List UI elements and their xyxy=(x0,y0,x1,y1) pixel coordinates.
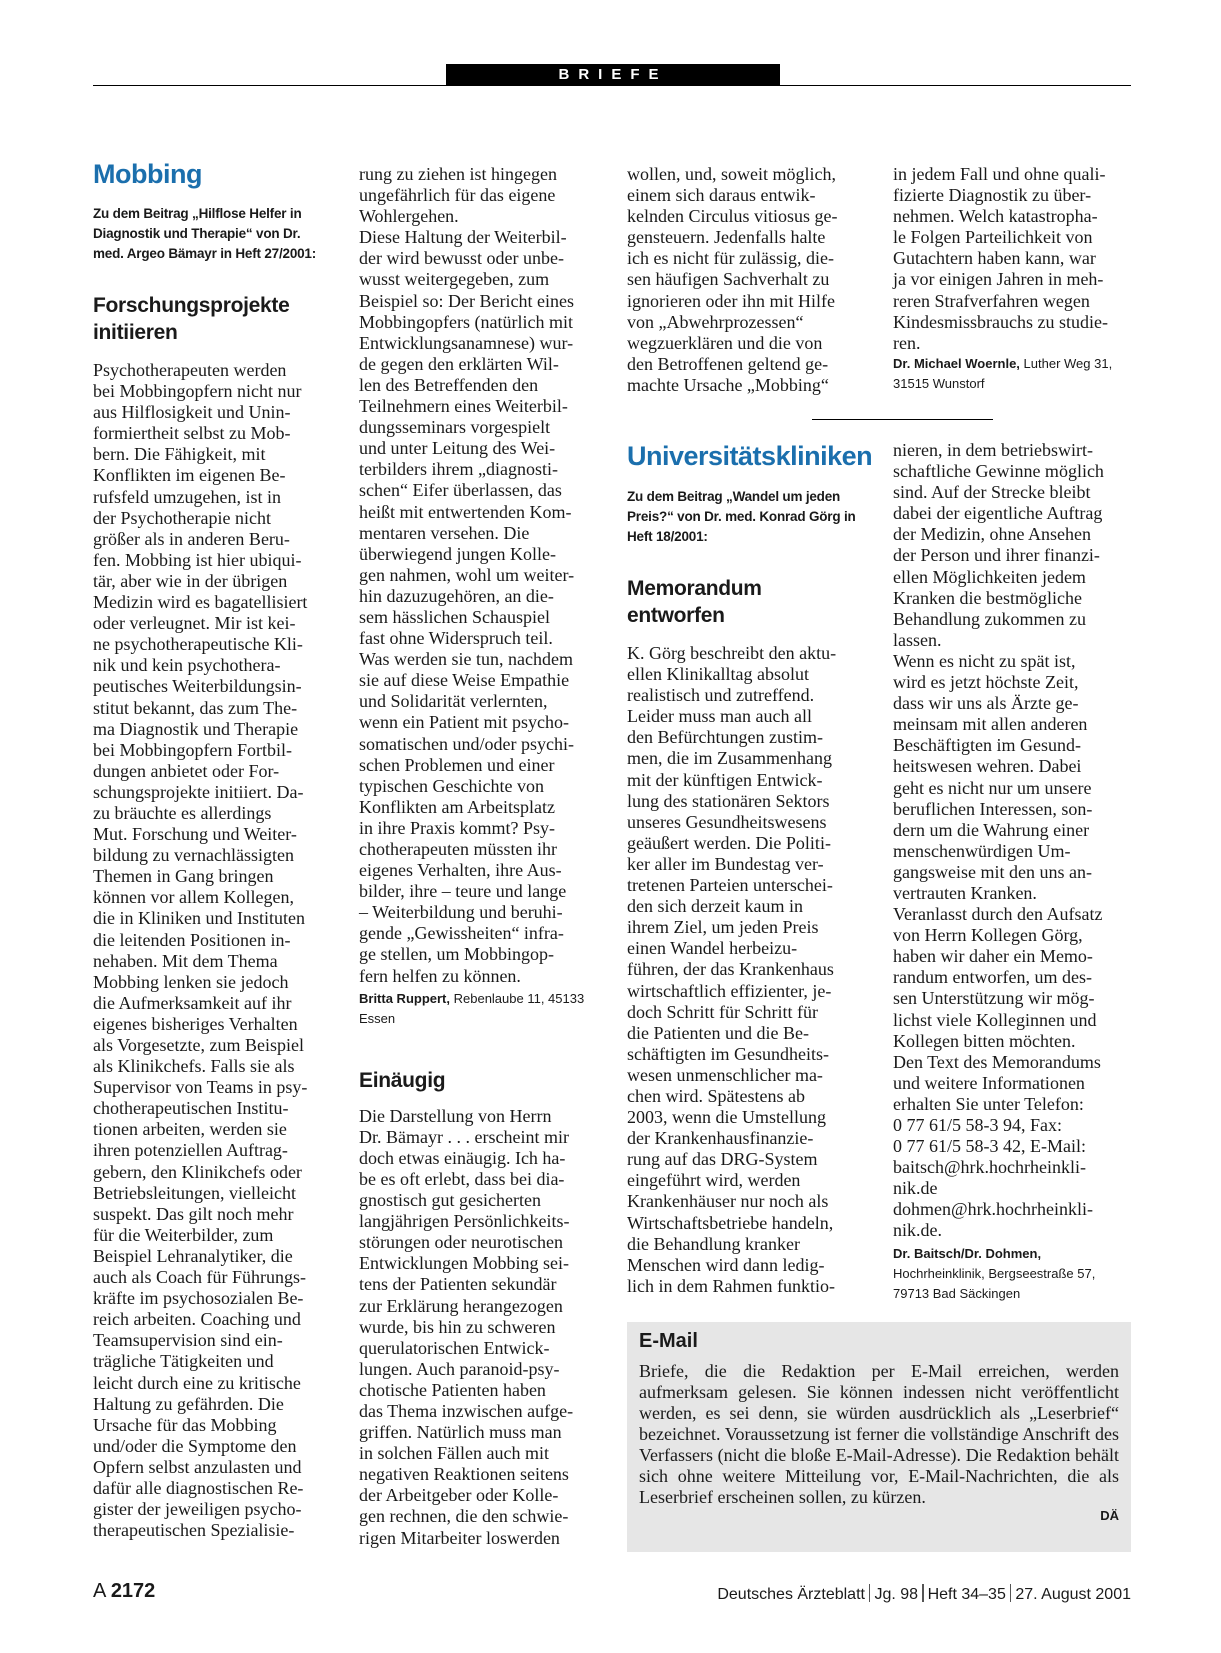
journal-date: 27. August 2001 xyxy=(1015,1586,1131,1603)
letter-body-memorandum-cont: nieren, in dem betriebswirt- schaftliche Gewinne möglich sind. Auf der Strecke bleibt dabei der eigentliche Auftrag der Medizin, ohne Ansehen der Person und ihrer finanzi- ellen Möglichkeiten jedem Kranken die bestmögliche Behandlung zukommen zu lassen. Wenn es nicht zu spät ist, wird es jetzt höchste Zeit, dass wir uns als Ärzte ge- meinsam mit allen anderen Beschäftigten im Gesund- heitswesen wehren. Dabei geht es nicht nur um unsere beruflichen Interessen, son- dern um die Wahrung einer menschenwürdigen Um- gangsweise mit den uns an- vertrauten Kranken. Veranlasst durch den Aufsatz von Herrn Kollegen Görg, haben wir daher ein Memo- randum entworfen, um des- sen Unterstützung wir mög- lichst viele Kolleginnen und Kollegen bitten möchten. Den Text des Memorandums und weitere Informationen erhalten Sie unter Telefon: 0 77 61/5 58-3 94, Fax: 0 77 61/5 58-3 42, E-Mail: baitsch@hrk.hochrheinkli- nik.de dohmen@hrk.hochrheinkli- nik.de. xyxy=(893,440,1104,1241)
column-3-top xyxy=(627,164,872,396)
signature-address: Luther Weg 31, 31515 Wunstorf xyxy=(893,355,1113,391)
article-title-mobbing: Mobbing xyxy=(93,159,202,189)
footer-separator xyxy=(1010,1584,1012,1602)
letter-heading-memorandum: Memorandum entworfen xyxy=(627,577,762,627)
letter-body-einaeugig-end: in jedem Fall und ohne quali- fizierte Diagnostik zu über- nehmen. Welch katastropha- le Folgen Parteilichkeit von Gutachtern haben kann, war ja vor einigen Jahren in meh- reren Strafverfahren wegen Kindesmissbrauchs zu studie- ren. xyxy=(893,164,1108,353)
footer-separator xyxy=(869,1584,871,1602)
signature-name: Britta Ruppert, xyxy=(359,990,450,1006)
column-3-bottom xyxy=(627,440,872,1297)
letter-body-einaeugig: Die Darstellung von Herrn Dr. Bämayr . . . erscheint mir doch etwas einäugig. Ich ha- be es oft erlebt, dass bei dia- gnostisch gut gesicherten langjährigen Persönlichkeits- störungen oder neurotischen Entwicklungen Mobbing sei- tens der Patienten sekundär zur Erklärung herangezogen wurde, bis hin zu schweren querulatorischen Entwick- lungen. Auch paranoid-psy- chotische Patienten haben das Thema inzwischen aufge- griffen. Natürlich muss man in solchen Fällen auch mit negativen Reaktionen seitens der Arbeitgeber oder Kolle- gen rechnen, die den schwie- rigen Mitarbeiter loswerden xyxy=(359,1105,574,1548)
letter-body-forschungsprojekte-cont: rung zu ziehen ist hingegen ungefährlich für das eigene Wohlergehen. Diese Haltung der Weiterbil- der wird bewusst oder unbe- wusst weitergegeben, zum Beispiel so: Der Bericht eines Mobbingopfers (natürlich mit Entwicklungsanamnese) wur- de gegen den erklärten Wil- len des Betreffenden den Teilnehmern eines Weiterbil- dungsseminars vorgespielt und unter Leitung des Wei- terbilders ihrem „diagnosti- schen“ Eifer überlassen, das heißt mit entwertenden Kom- mentaren versehen. Die überwiegend jungen Kolle- gen nahmen, wohl um weiter- hin dazuzugehören, an die- sem hässlichen Schauspiel fast ohne Widerspruch teil. Was werden sie tun, nachdem sie auf diese Weise Empathie und Solidarität verlernten, wenn ein Patient mit psycho- somatischen und/oder psychi- schen Problemen und einer typischen Geschichte von Konflikten am Arbeitsplatz in ihre Praxis kommt? Psy- chotherapeuten müssten ihr eigenes Verhalten, ihre Aus- bilder, ihre – teure und lange – Weiterbildung und beruhi- gende „Gewissheiten“ infra- ge stellen, um Mobbingop- fern helfen zu können. xyxy=(359,164,575,986)
signature-address: Hochrheinklinik, Bergseestraße 57, 79713 Bad Säckingen xyxy=(893,1265,1096,1301)
section-label: BRIEFE xyxy=(446,64,780,86)
signature-address: Rebenlaube 11, 45133 Essen xyxy=(359,990,585,1026)
footer-citation xyxy=(717,1584,1131,1604)
journal-name: Deutsches Ärzteblatt xyxy=(717,1586,865,1603)
column-2 xyxy=(359,164,604,1549)
article-intro-universitaetskliniken: Zu dem Beitrag „Wandel um jeden Preis?“ von Dr. med. Konrad Görg in Heft 18/2001: xyxy=(627,489,856,544)
email-box-title: E-Mail xyxy=(639,1330,698,1352)
page-prefix: A xyxy=(93,1580,106,1602)
column-1 xyxy=(93,158,338,1541)
letter-heading-einaeugig: Einäugig xyxy=(359,1068,446,1092)
letter-signature-ruppert xyxy=(359,989,604,1029)
letter-heading-forschungsprojekte: Forschungsprojekte initiieren xyxy=(93,294,290,344)
column-4-top xyxy=(893,164,1138,394)
letter-signature-woernle xyxy=(893,354,1138,394)
letter-body-einaeugig-cont: wollen, und, soweit möglich, einem sich daraus entwik- kelnden Circulus vitiosus ge- gensteuern. Jedenfalls halte ich es nicht für zulässig, die- sen häufigen Sachverhalt zu ignorieren oder ihn mit Hilfe von „Abwehrprozessen“ wegzuerklären und die von den Betroffenen geltend ge- machte Ursache „Mobbing“ xyxy=(627,164,838,395)
email-box-text: Briefe, die die Redaktion per E-Mail erreichen, werden aufmerksam gelesen. Sie können indessen nicht veröffentlicht werden, es sei denn, sie würden ausdrücklich als „Leserbrief“ bezeichnet. Voraussetzung ist ferner die vollständige Anschrift des Verfassers (nicht die bloße E-Mail-Adresse). Die Redaktion behält sich ohne weitere Mitteilung vor, E-Mail-Nachrichten, die als Leserbrief erscheinen sollen, zu kürzen. xyxy=(639,1361,1119,1507)
email-box-signature: DÄ xyxy=(1100,1508,1119,1523)
article-title-universitaetskliniken: Universitätskliniken xyxy=(627,441,873,471)
letter-body-forschungsprojekte: Psychotherapeuten werden bei Mobbingopfern nicht nur aus Hilflosigkeit und Unin- formiertheit selbst zu Mob- bern. Die Fähigkeit, mit Konflikten im eigenen Be- rufsfeld umzugehen, ist in der Psychotherapie nicht größer als in anderen Beru- fen. Mobbing ist hier ubiqui- tär, aber wie in der übrigen Medizin wird es bagatellisiert oder verleugnet. Mir ist kei- ne psychotherapeutische Kli- nik und kein psychothera- peutisches Weiterbildungsin- stitut bekannt, das zum The- ma Diagnostik und Therapie bei Mobbingopfern Fortbil- dungen anbietet oder For- schungsprojekte initiiert. Da- zu bräuchte es allerdings Mut. Forschung und Weiter- bildung zu vernachlässigten Themen in Gang bringen können vor allem Kollegen, die in Kliniken und Instituten die leitenden Positionen in- nehaben. Mit dem Thema Mobbing lenken sie jedoch die Aufmerksamkeit auf ihr eigenes bisheriges Verhalten als Vorgesetzte, zum Beispiel als Klinikchefs. Falls sie als Supervisor von Teams in psy- chotherapeutischen Institu- tionen arbeiten, werden sie ihren potenziellen Auftrag- gebern, den Klinikchefs oder Betriebsleitungen, vielleicht suspekt. Das gilt noch mehr für die Weiterbilder, zum Beispiel Lehranalytiker, die auch als Coach für Führungs- kräfte im psychosozialen Be- reich arbeiten. Coaching und Teamsupervision sind ein- trägliche Tätigkeiten und leicht durch eine zu kritische Haltung zu gefährden. Die Ursache für das Mobbing und/oder die Symptome den Opfern selbst anzulasten und dafür alle diagnostischen Re- gister der jeweiligen psycho- therapeutischen Spezialisie- xyxy=(93,360,308,1541)
signature-name: Dr. Michael Woernle, xyxy=(893,355,1020,371)
article-intro-mobbing: Zu dem Beitrag „Hilflose Helfer in Diagnostik und Therapie“ von Dr. med. Argeo Bämayr in Heft 27/2001: xyxy=(93,206,317,261)
signature-name: Dr. Baitsch/Dr. Dohmen, xyxy=(893,1245,1042,1261)
column-4-bottom xyxy=(893,440,1138,1304)
journal-issue: Heft 34–35 xyxy=(927,1586,1006,1603)
article-divider xyxy=(812,419,993,420)
page-number xyxy=(93,1580,155,1603)
journal-volume: Jg. 98 xyxy=(874,1586,919,1603)
email-info-box xyxy=(627,1322,1131,1552)
letter-body-memorandum: K. Görg beschreibt den aktu- ellen Klinikalltag absolut realistisch und zutreffend. Leider muss man auch all den Befürchtungen zustim- men, die im Zusammenhang mit der künftigen Entwick- lung des stationären Sektors unseres Gesundheitswesens geäußert werden. Die Politi- ker aller im Bundestag ver- tretenen Parteien unterschei- den sich derzeit kaum in ihrem Ziel, um jeden Preis einen Wandel herbeizu- führen, der das Krankenhaus wirtschaftlich effizienter, je- doch Schritt für Schritt für die Patienten und die Be- schäftigten im Gesundheits- wesen unmenschlicher ma- chen wird. Spätestens ab 2003, wenn die Umstellung der Krankenhausfinanzie- rung auf das DRG-System eingeführt wird, werden Krankenhäuser nur noch als Wirtschaftsbetriebe handeln, die Behandlung kranker Menschen wird dann ledig- lich in dem Rahmen funktio- xyxy=(627,643,837,1296)
footer-separator xyxy=(922,1584,924,1602)
page-number-value: 2172 xyxy=(110,1580,156,1602)
letter-signature-baitsch xyxy=(893,1244,1138,1304)
